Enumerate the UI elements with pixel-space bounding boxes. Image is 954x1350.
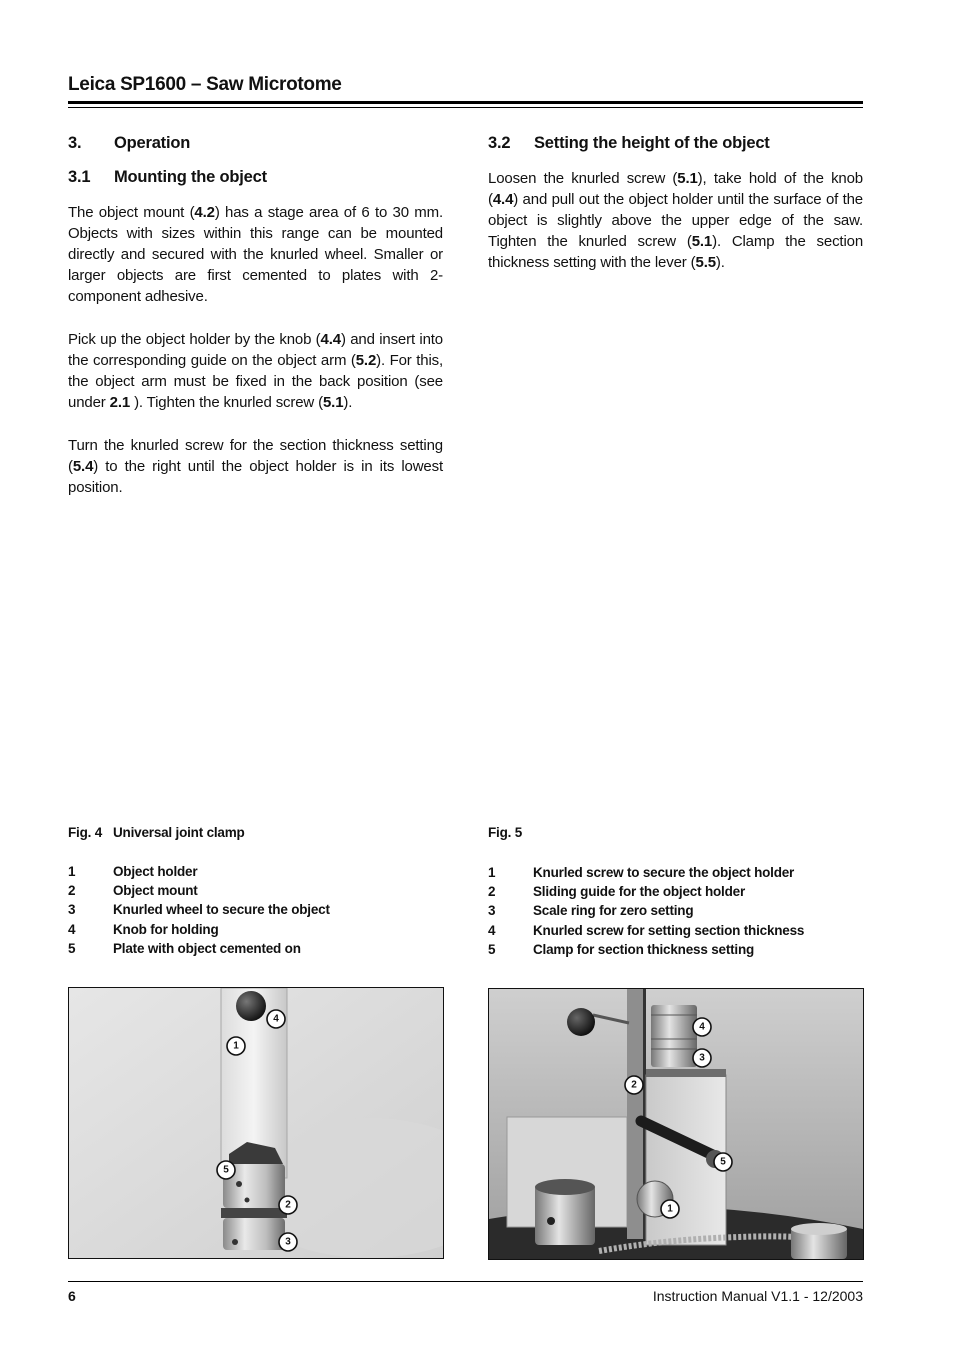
fig5-illustration [489,989,863,1259]
fig5-legend-item: 4 Knurled screw for setting section thickness [488,922,805,938]
fig5-legend-item: 2 Sliding guide for the object holder [488,884,745,900]
fig4-caption: Fig. 4 Universal joint clamp [68,825,245,840]
document-header-title: Leica SP1600 – Saw Microtome [68,74,342,95]
page-number: 6 [68,1288,76,1304]
footer-manual-version: Instruction Manual V1.1 - 12/2003 [652,1288,863,1304]
fig5-caption: Fig. 5 [488,825,523,840]
paragraph-height: Loosen the knurled screw (5.1), take hold of the knob (4.4) and pull out the object holder until the surface of the object is slightly above the upper edge of the saw. Tighten the knurled screw (5.1). Clamp the section thickness setting with the lever (5.5). [488,170,864,271]
fig4-callout-1 [227,1037,245,1055]
cylinder-cap-top [791,1223,847,1235]
footer-rule [68,1281,863,1282]
fig5-legend [488,863,804,959]
knurled-wheel [223,1218,285,1250]
fig5-legend-item: 1 Knurled screw to secure the object holder [488,865,795,880]
fig4-legend [68,862,330,958]
svg-text:2: 2 [631,1079,637,1091]
fig4-callout-5 [217,1161,235,1179]
fig5-callout-3 [693,1049,711,1067]
fig4-legend-item: 3 Knurled wheel to secure the object [68,902,330,918]
fig4-legend-item: 5 Plate with object cemented on [68,940,301,956]
fig4-callout-4 [267,1010,285,1028]
fig4-legend-item: 2 Object mount [68,883,198,899]
svg-text:3: 3 [285,1236,291,1248]
thickness-knurled-screw [651,1005,697,1067]
wheel-hole [232,1239,238,1245]
holding-knob [567,1008,595,1036]
holding-knob [236,991,266,1021]
svg-text:4: 4 [273,1013,279,1025]
paragraph-mounting-2: Pick up the object holder by the knob (4.4) and insert into the corresponding guide on the object arm (5.2). For this, the object arm must be fixed in the back position (see under 2.1 ). Tighten the knurled screw (5.1). [68,331,443,411]
header-rule-thin [68,107,863,108]
fig5-callout-1 [661,1200,679,1218]
subsection-heading-mounting: 3.1 Mounting the object [68,168,267,186]
fig5-callout-4 [693,1018,711,1036]
svg-text:5: 5 [223,1164,229,1176]
mount-hole [245,1198,250,1203]
block-top [646,1069,726,1077]
svg-text:2: 2 [285,1199,291,1211]
svg-text:3: 3 [699,1052,705,1064]
paragraph-mounting-3: Turn the knurled screw for the section thickness setting (5.4) to the right until the object holder is in its lowest position. [68,437,443,496]
svg-text:4: 4 [699,1021,705,1033]
fig4-illustration [69,988,443,1258]
fig5-legend-item: 3 Scale ring for zero setting [488,903,694,919]
fig5-legend-item: 5 Clamp for section thickness setting [488,941,755,957]
knurled-wheel-band [221,1208,287,1218]
fig5-photo [488,988,864,1260]
fig4-callout-2 [279,1196,297,1214]
fig5-callout-5 [714,1153,732,1171]
fig4-callout-3 [279,1233,297,1251]
subsection-heading-height: 3.2 Setting the height of the object [488,134,770,152]
object-holder-top [535,1179,595,1195]
holder-hole [547,1217,555,1225]
mount-hole [236,1181,242,1187]
svg-text:1: 1 [233,1040,239,1052]
header-rule-thick [68,101,863,104]
section-heading-operation: 3. Operation [68,134,191,152]
fig4-legend-item: 1 Object holder [68,864,198,879]
svg-text:5: 5 [720,1156,726,1168]
fig4-legend-item: 4 Knob for holding [68,921,219,937]
paragraph-mounting-1: The object mount (4.2) has a stage area of 6 to 30 mm. Objects with sizes within this range can be mounted directly and secured with the knurled wheel. Smaller or larger objects are first cemented to plates with 2-component adhesive. [68,204,443,305]
fig4-photo [68,987,444,1259]
svg-text:1: 1 [667,1203,673,1215]
fig5-callout-2 [625,1076,643,1094]
